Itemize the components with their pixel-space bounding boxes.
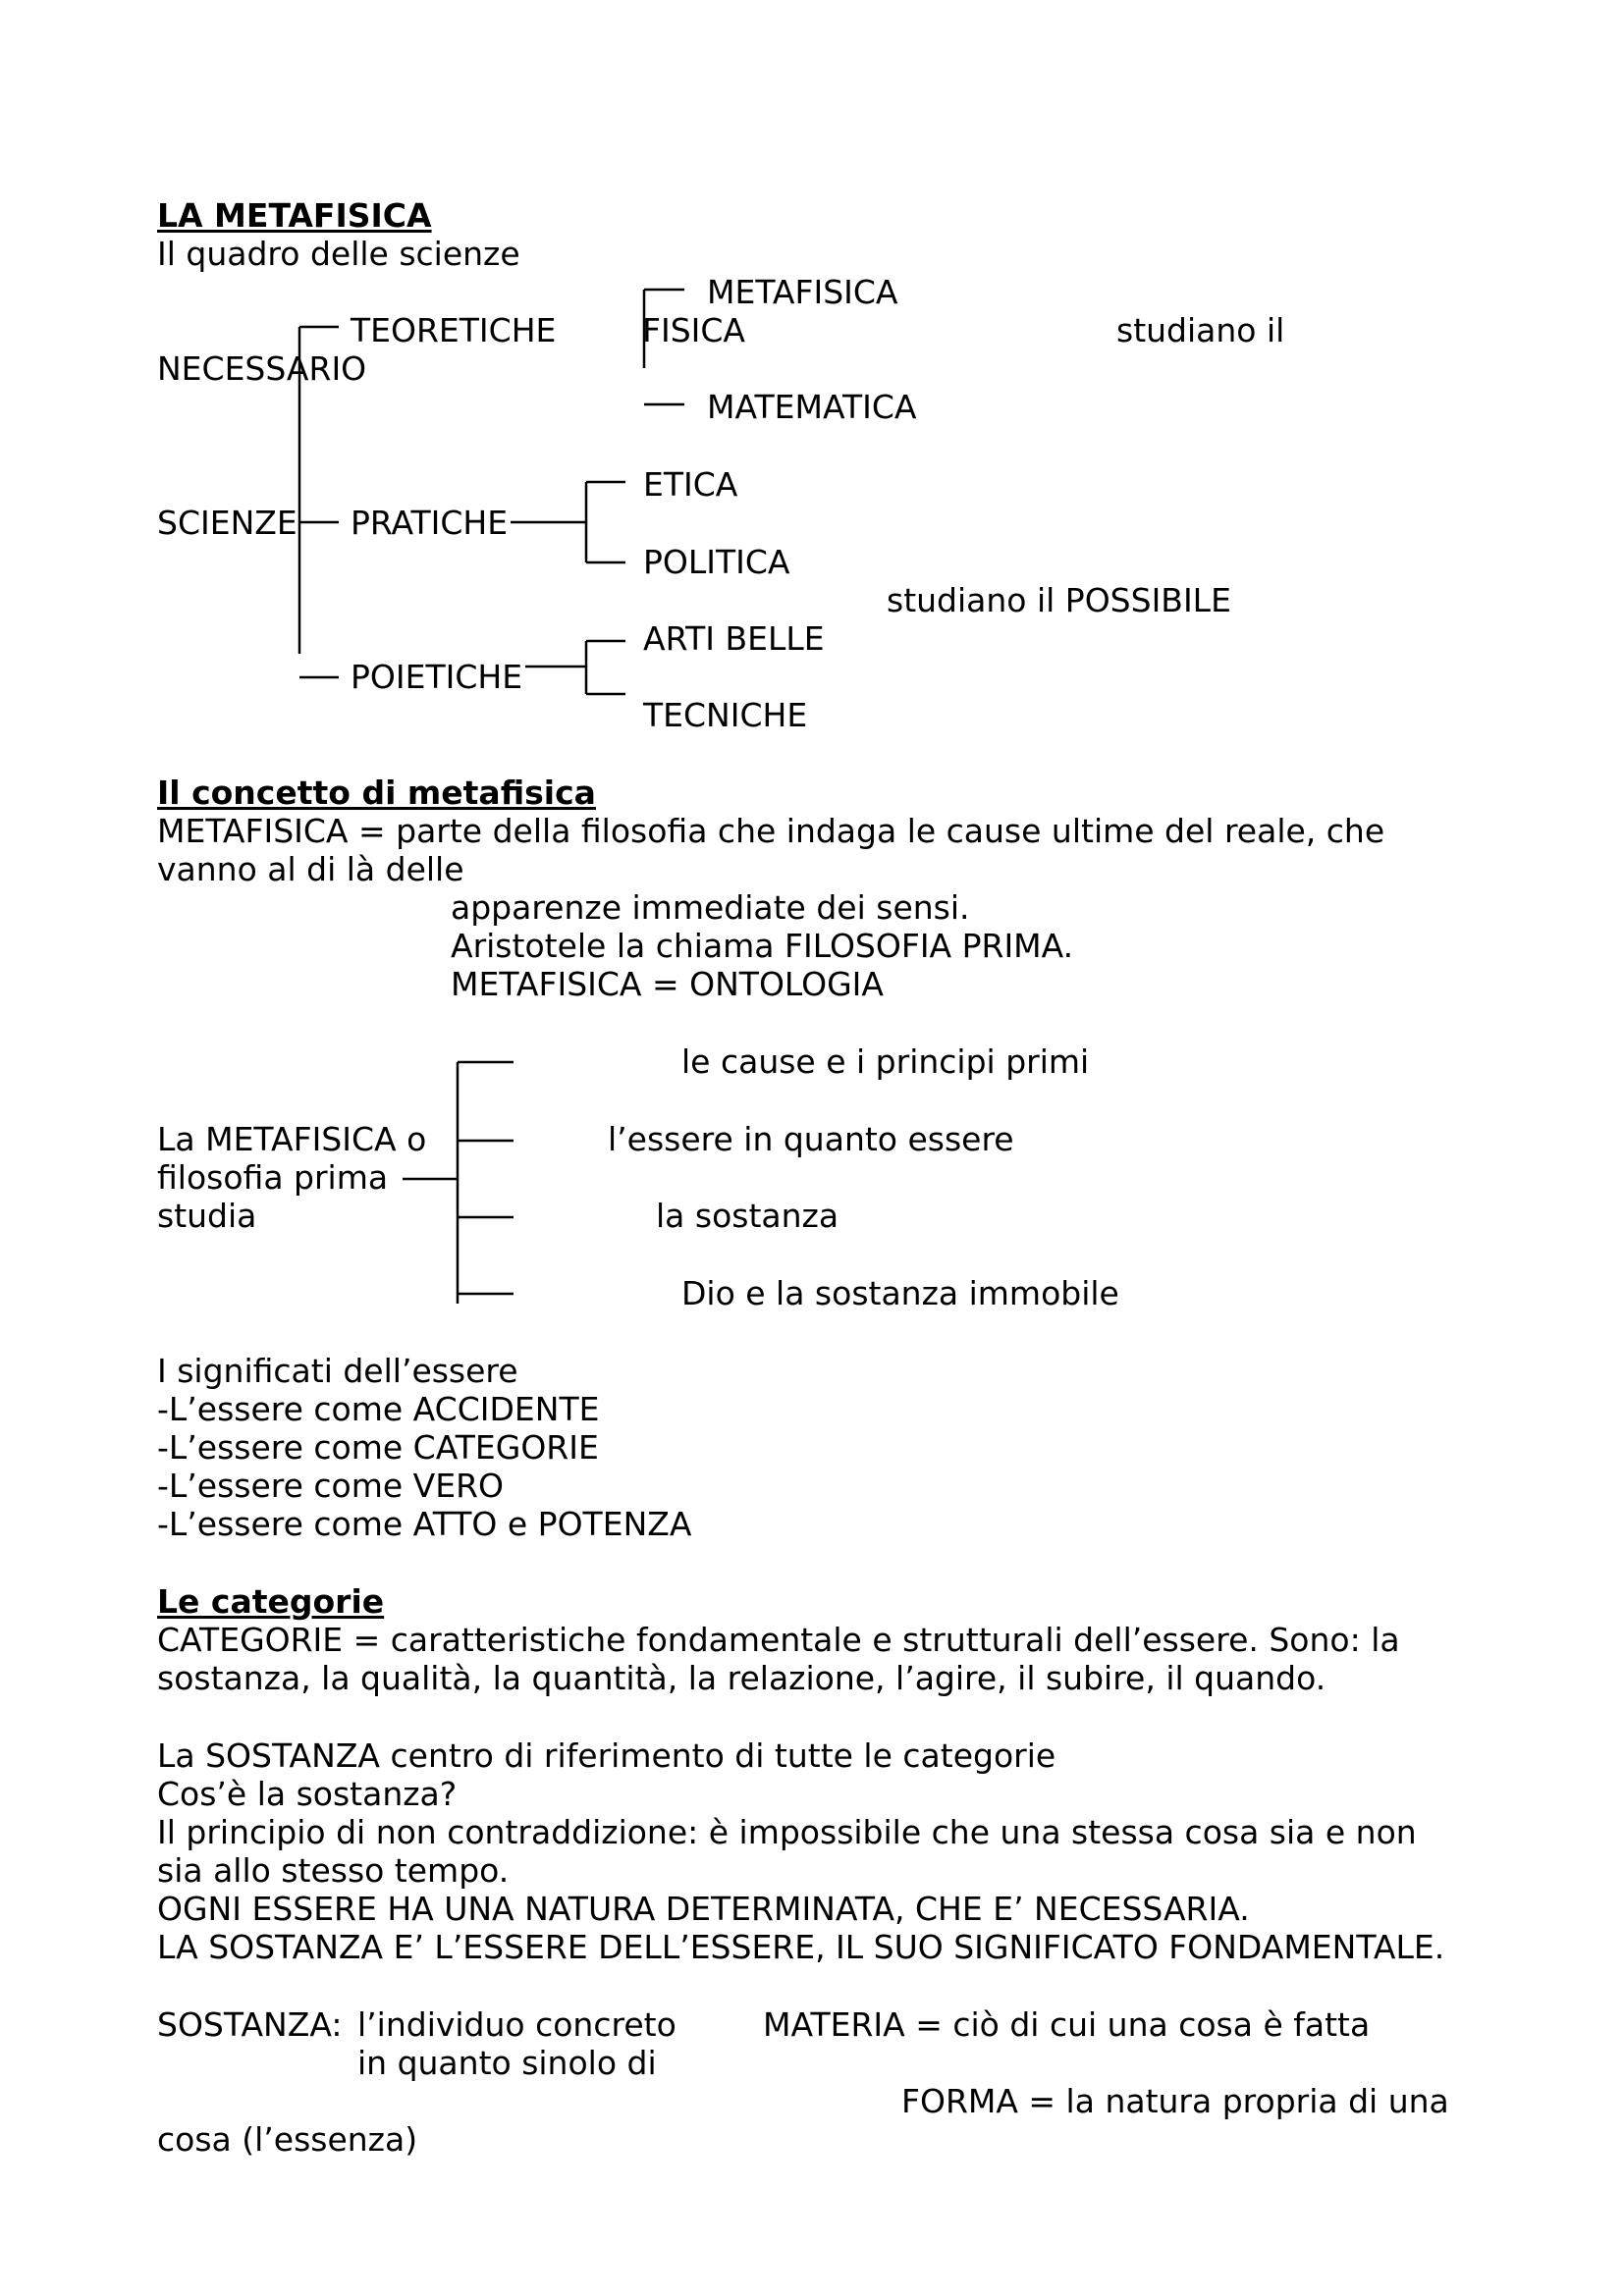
concept-line: METAFISICA = parte della filosofia che indaga le cause ultime del reale, che [157,812,1385,850]
study-item: l’essere in quanto essere [608,1120,1014,1158]
meaning-item: -L’essere come CATEGORIE [157,1428,599,1467]
meaning-item: -L’essere come ATTO e POTENZA [157,1505,692,1543]
node-arti-belle: ARTI BELLE [643,619,825,658]
categories-heading: Le categorie [157,1582,385,1621]
concept-line: apparenze immediate dei sensi. [451,888,970,927]
concept-line: vanno al di là delle [157,850,464,888]
meanings-heading: I significati dell’essere [157,1352,518,1390]
concept-line: METAFISICA = ONTOLOGIA [451,965,884,1003]
node-teoretiche: TEORETICHE [351,311,557,349]
node-metafisica: METAFISICA [707,273,898,311]
categories-line: La SOSTANZA centro di riferimento di tutte le categorie [157,1736,1056,1775]
categories-line: OGNI ESSERE HA UNA NATURA DETERMINATA, CHE E’ NECESSARIA. [157,1890,1250,1928]
substance-concrete: l’individuo concreto [357,2005,676,2044]
categories-line: sostanza, la qualità, la quantità, la relazione, l’agire, il subire, il quando. [157,1659,1326,1697]
node-matematica: MATEMATICA [707,388,917,426]
study-item: la sostanza [656,1197,839,1235]
label-studiano-il: studiano il [1116,311,1285,349]
node-scienze: SCIENZE [157,504,298,542]
substance-forma-continued: cosa (l’essenza) [157,2120,418,2159]
node-pratiche: PRATICHE [351,504,509,542]
diagram2-label: filosofia prima [157,1158,389,1197]
study-item: le cause e i principi primi [681,1042,1090,1081]
meaning-item: -L’essere come ACCIDENTE [157,1390,600,1428]
substance-forma: FORMA = la natura propria di una [901,2082,1449,2120]
substance-label: SOSTANZA: [157,2005,343,2044]
label-necessario: NECESSARIO [157,349,367,388]
concept-heading: Il concetto di metafisica [157,774,596,812]
page-title: LA METAFISICA [157,196,432,235]
diagram2-label: studia [157,1197,257,1235]
study-item: Dio e la sostanza immobile [681,1274,1119,1312]
node-fisica: FISICA [642,311,746,349]
node-politica: POLITICA [643,543,790,581]
categories-line: CATEGORIE = caratteristiche fondamentale e strutturali dell’essere. Sono: la [157,1621,1400,1659]
meaning-item: -L’essere come VERO [157,1467,505,1505]
categories-line: LA SOSTANZA E’ L’ESSERE DELL’ESSERE, IL SUO SIGNIFICATO FONDAMENTALE. [157,1928,1445,1966]
categories-line: sia allo stesso tempo. [157,1851,510,1890]
node-tecniche: TECNICHE [643,696,808,734]
diagram2-label: La METAFISICA o [157,1120,427,1158]
categories-line: Il principio di non contraddizione: è impossibile che una stessa cosa sia e non [157,1813,1417,1851]
categories-line: Cos’è la sostanza? [157,1775,458,1813]
substance-concrete: in quanto sinolo di [357,2044,657,2082]
diagram1-subtitle: Il quadro delle scienze [157,235,520,273]
label-studiano-possibile: studiano il POSSIBILE [887,581,1231,619]
concept-line: Aristotele la chiama FILOSOFIA PRIMA. [451,927,1074,965]
substance-materia: MATERIA = ciò di cui una cosa è fatta [763,2005,1371,2044]
node-poietiche: POIETICHE [351,658,523,696]
node-etica: ETICA [643,465,738,504]
